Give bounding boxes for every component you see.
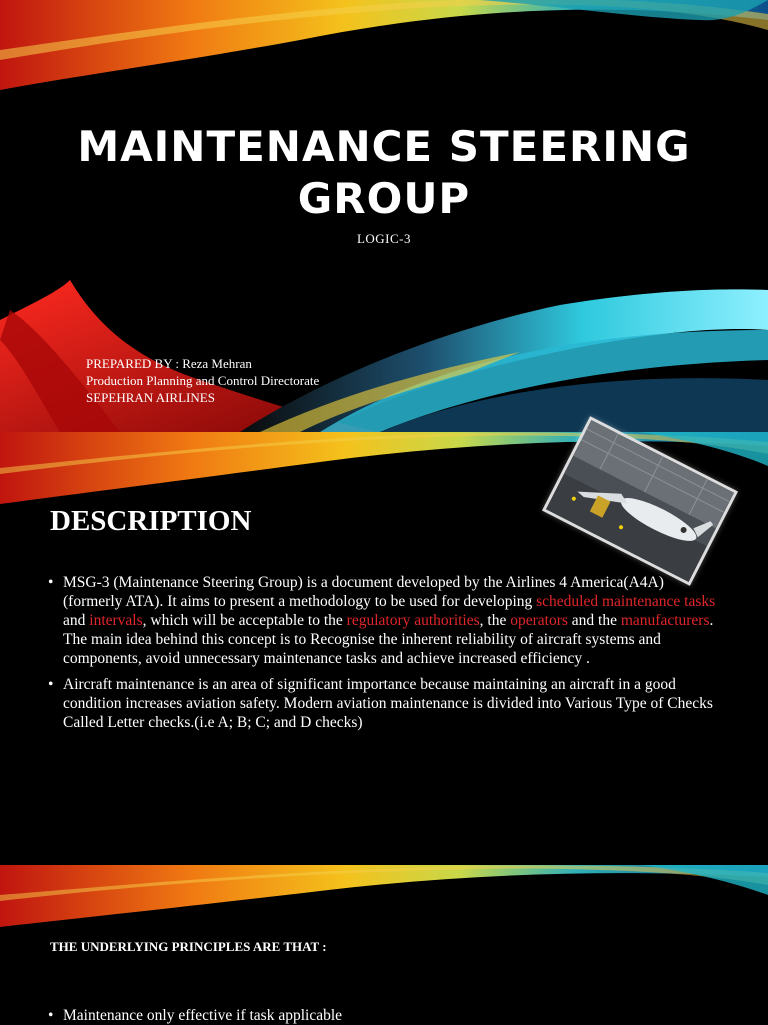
prepared-by: PREPARED BY : Reza Mehran <box>86 356 252 371</box>
highlight-regulatory: regulatory authorities <box>346 612 480 629</box>
principles-bullets <box>48 1006 342 1025</box>
title-slide <box>0 0 768 432</box>
slide-subtitle: LOGIC-3 <box>356 231 412 246</box>
highlight-intervals: intervals <box>89 612 143 629</box>
directorate: Production Planning and Control Directorate <box>86 373 320 388</box>
author-block <box>86 355 319 406</box>
bullet-principle-1: • Maintenance only effective if task applicable <box>48 1006 342 1025</box>
principles-heading: THE UNDERLYING PRINCIPLES ARE THAT : <box>50 939 327 954</box>
highlight-scheduled-tasks: scheduled maintenance tasks <box>536 593 716 610</box>
slide-title-line2: GROUP <box>297 174 471 223</box>
description-heading: DESCRIPTION <box>50 505 252 537</box>
bullet-msg3: • MSG-3 (Maintenance Steering Group) is a document developed by the Airlines 4 America(A4A) (formerly ATA). It aims to present a methodology to be used for developing scheduled maintenance tasks and intervals, which will be acceptable to the regulatory authorities, the operators and the manufacturers. The main idea behind this concept is to Recognise the inherent reliability of aircraft systems and components, avoid unnecessary maintenance tasks and achieve increased efficiency . <box>48 573 720 668</box>
bullet-aircraft-maintenance: • Aircraft maintenance is an area of significant importance because maintaining an aircraft in a good condition increases aviation safety. Modern aviation maintenance is divided into Various Type of Checks Called Letter checks.(i.e A; B; C; and D checks) <box>48 675 720 732</box>
description-bullets <box>48 573 720 739</box>
highlight-operators: operators <box>510 612 568 629</box>
slide-title-line1: MAINTENANCE STEERING <box>77 122 691 171</box>
airline-name: SEPEHRAN AIRLINES <box>86 390 215 405</box>
highlight-manufacturers: manufacturers <box>620 612 710 629</box>
top-swoosh-graphic <box>0 865 768 945</box>
